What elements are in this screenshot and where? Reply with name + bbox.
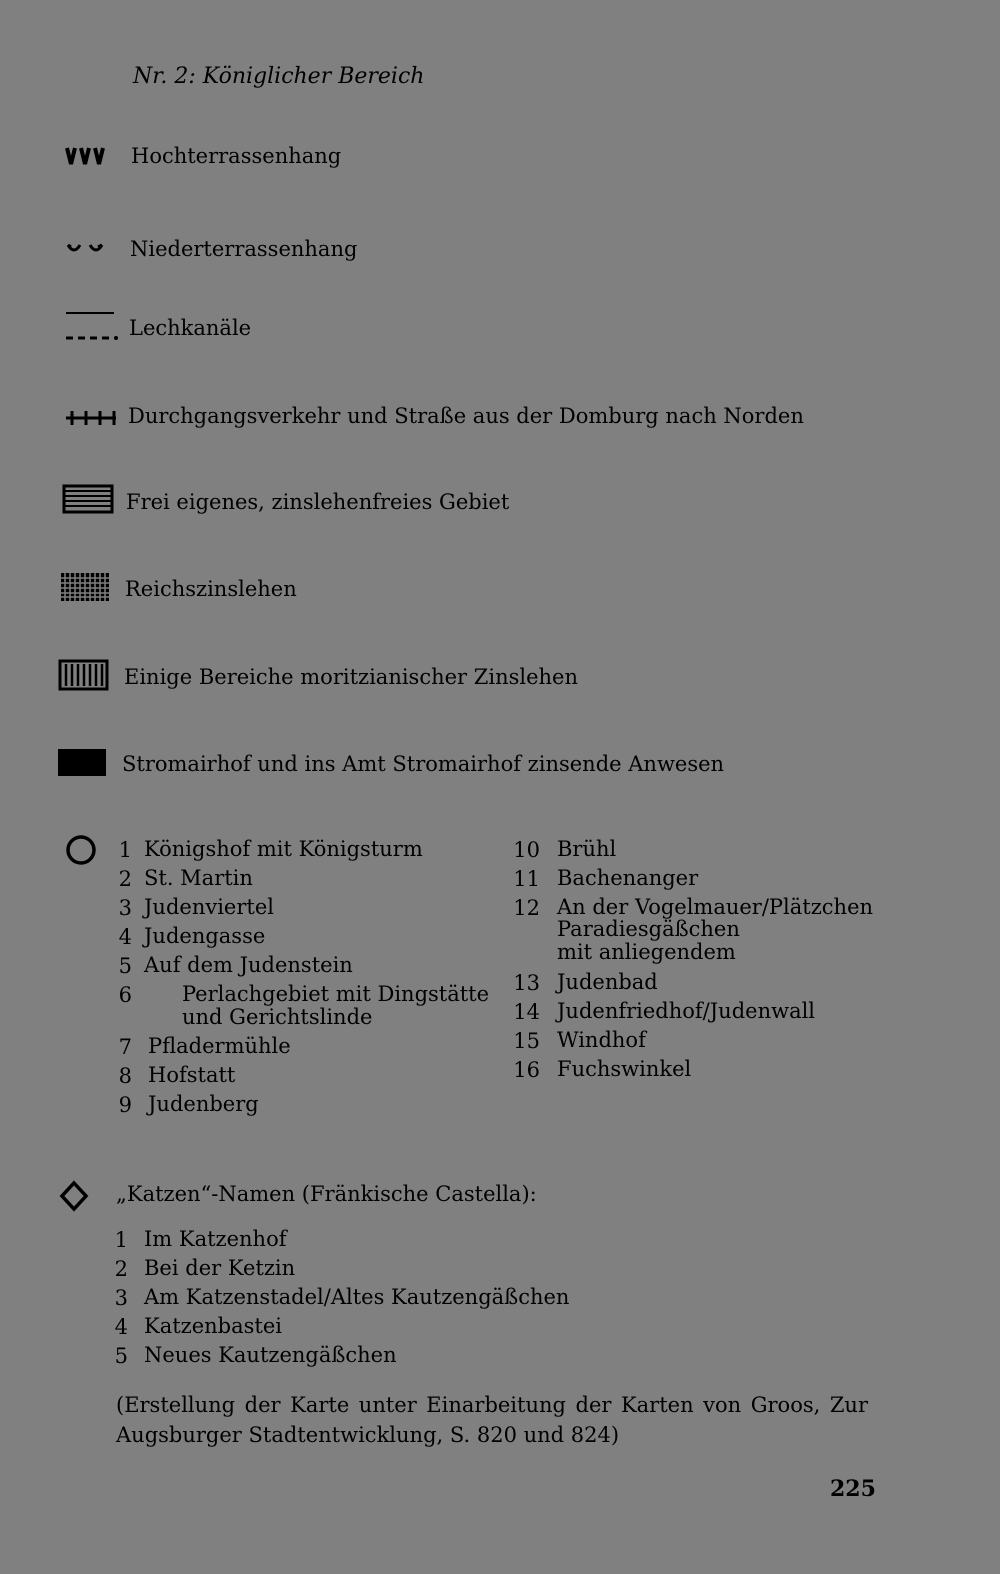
list-item: 8 Hofstatt: [118, 1063, 236, 1088]
legend-item-moritzian: [56, 659, 956, 699]
list-item: 15 Windhof: [513, 1028, 646, 1053]
diamond-list: [114, 1228, 714, 1373]
vertical-hatch-icon: [56, 659, 120, 699]
list-item: 13 Judenbad: [513, 970, 658, 995]
list-item: 5 Neues Kautzengäßchen: [114, 1343, 397, 1368]
list-item: 5 Auf dem Judenstein: [118, 953, 353, 978]
legend-label: Frei eigenes, zinslehenfreies Gebiet: [126, 490, 510, 514]
list-item: 4 Judengasse: [118, 924, 266, 949]
list-item: 1 Königshof mit Königsturm: [118, 837, 423, 862]
lech-canal-lines-icon: [56, 310, 120, 350]
legend-label: Niederterrassenhang: [130, 237, 358, 261]
legend-label: Hochterrassenhang: [131, 144, 342, 168]
list-item: 6 Perlachgebiet mit Dingstätte und Gerichtslinde: [118, 982, 490, 1029]
list-item: 4 Katzenbastei: [114, 1314, 282, 1339]
legend-label: Durchgangsverkehr und Straße aus der Domburg nach Norden: [128, 404, 804, 428]
legend-label: Einige Bereiche moritzianischer Zinslehen: [124, 665, 578, 689]
legend-item-high-terrace: [56, 138, 956, 178]
circle-list-left: [110, 838, 490, 1122]
list-item: 3 Judenviertel: [118, 895, 274, 920]
legend-label: Stromairhof und ins Amt Stromairhof zinsende Anwesen: [122, 752, 725, 776]
list-item: 3 Am Katzenstadel/Altes Kautzengäßchen: [114, 1285, 570, 1310]
list-item: 9 Judenberg: [118, 1092, 259, 1117]
diamond-list-title: „Katzen“-Namen (Fränkische Castella):: [116, 1182, 537, 1206]
low-terrace-slope-icon: [56, 231, 120, 271]
legend-label: Lechkanäle: [129, 316, 252, 340]
legend-label: Reichszinslehen: [125, 577, 297, 601]
page-heading: Nr. 2: Königlicher Bereich: [133, 64, 425, 89]
legend-item-road: [56, 398, 956, 438]
circle-list-right: [510, 838, 950, 1087]
solid-black-block-icon: [56, 746, 120, 786]
diamond-icon: [58, 1180, 90, 1212]
list-item: 11 Bachenanger: [513, 866, 699, 891]
list-item: 12 An der Vogelmauer/Plätzchen Paradiesgäßchen mit anliegendem: [513, 895, 874, 964]
list-item: 10 Brühl: [513, 837, 617, 862]
list-item: 2 Bei der Ketzin: [114, 1256, 296, 1281]
page-number: 225: [830, 1476, 876, 1502]
list-item: 14 Judenfriedhof/Judenwall: [513, 999, 816, 1024]
list-item: 2 St. Martin: [118, 866, 253, 891]
legend-item-lech-canals: [56, 310, 956, 350]
high-terrace-slope-icon: [56, 138, 120, 178]
legend-item-reichszinslehen: [56, 571, 956, 611]
horizontal-hatch-icon: [56, 484, 120, 524]
legend-item-free-area: [56, 484, 956, 524]
source-note: (Erstellung der Karte unter Einarbeitung der Karten von Groos, Zur Augsburger Stadtentwicklung, S. 820 und 824): [116, 1393, 868, 1447]
grid-hatch-icon: [56, 571, 120, 611]
list-item: 1 Im Katzenhof: [114, 1227, 287, 1252]
list-item: 7 Pfladermühle: [118, 1034, 291, 1059]
legend-item-stromairhof: [56, 746, 956, 786]
list-item: 16 Fuchswinkel: [513, 1057, 692, 1082]
rail-road-line-icon: [56, 398, 120, 438]
circle-icon: [64, 834, 98, 868]
legend-item-low-terrace: [56, 231, 956, 271]
